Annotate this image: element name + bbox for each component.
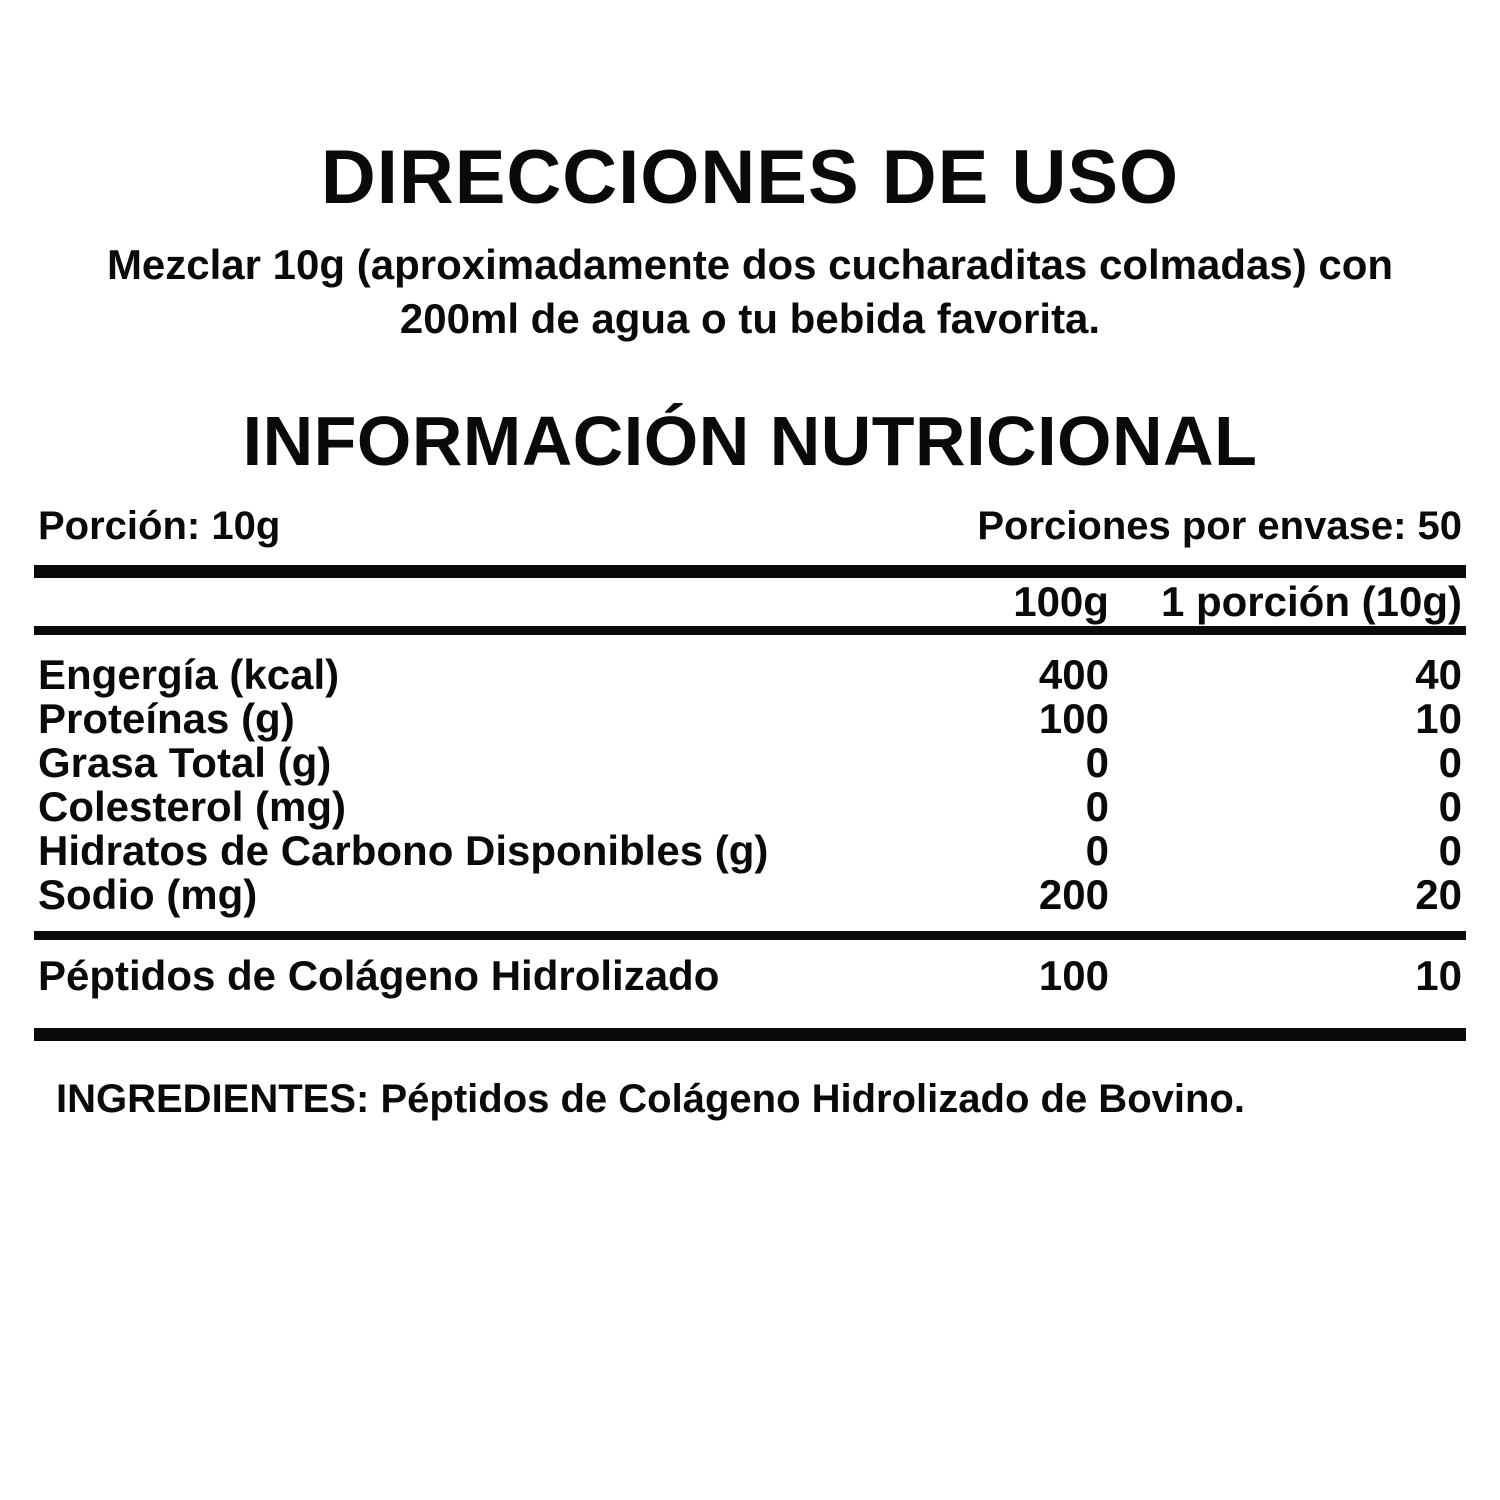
row-value-100g: 0: [1085, 826, 1109, 874]
nutrition-values-table: [34, 650, 1466, 918]
column-header-name: [34, 578, 836, 626]
table-row: [34, 829, 1466, 873]
row-label: Grasa Total (g): [38, 738, 332, 786]
serving-size: Porción: 10g: [38, 503, 281, 548]
spacer: [34, 635, 1466, 653]
row-value-100g: 0: [1085, 782, 1109, 830]
highlight-value-100g: 100: [1038, 952, 1109, 1000]
nutrition-table: [34, 578, 1466, 626]
row-label: Colesterol (mg): [38, 782, 347, 830]
table-row: [34, 741, 1466, 785]
highlight-value-serving: 10: [1415, 952, 1462, 1000]
row-value-serving: 0: [1438, 826, 1462, 874]
ingredients-text: INGREDIENTES: Péptidos de Colágeno Hidrolizado de Bovino.: [56, 1077, 1245, 1122]
row-label: Sodio (mg): [38, 870, 258, 918]
divider-under-header: [34, 626, 1466, 635]
row-label: Engergía (kcal): [38, 650, 340, 698]
row-value-100g: 100: [1038, 694, 1109, 742]
divider-bottom: [34, 1028, 1466, 1041]
column-header-100g: 100g: [1013, 577, 1109, 625]
row-label: Hidratos de Carbono Disponibles (g): [38, 826, 769, 874]
row-value-100g: 400: [1038, 650, 1109, 698]
nutrition-title: INFORMACIÓN NUTRICIONAL: [242, 401, 1258, 480]
row-value-100g: 200: [1038, 870, 1109, 918]
row-label: Proteínas (g): [38, 694, 295, 742]
row-value-serving: 20: [1415, 870, 1462, 918]
row-value-serving: 10: [1415, 694, 1462, 742]
divider-top: [34, 565, 1466, 578]
column-header-serving: 1 porción (10g): [1160, 577, 1462, 625]
table-row: [34, 785, 1466, 829]
table-row-highlight: [34, 954, 1466, 998]
servings-per-container: Porciones por envase: 50: [977, 503, 1462, 548]
table-row: [34, 697, 1466, 741]
highlight-table: [34, 954, 1466, 998]
table-row: [34, 873, 1466, 917]
spacer: [34, 917, 1466, 931]
spacer: [34, 998, 1466, 1012]
row-value-serving: 0: [1438, 738, 1462, 786]
row-value-100g: 0: [1085, 738, 1109, 786]
highlight-label: Péptidos de Colágeno Hidrolizado: [38, 952, 720, 1000]
directions-text: Mezclar 10g (aproximadamente dos cucharaditas colmadas) con 200ml de agua o tu bebida favorita.: [106, 241, 1394, 342]
row-value-serving: 40: [1415, 650, 1462, 698]
directions-title: DIRECCIONES DE USO: [320, 135, 1180, 220]
divider-above-highlight: [34, 931, 1466, 940]
row-value-serving: 0: [1438, 782, 1462, 830]
table-row: [34, 653, 1466, 697]
serving-info-row: [34, 504, 1466, 549]
table-header-row: [34, 578, 1466, 626]
